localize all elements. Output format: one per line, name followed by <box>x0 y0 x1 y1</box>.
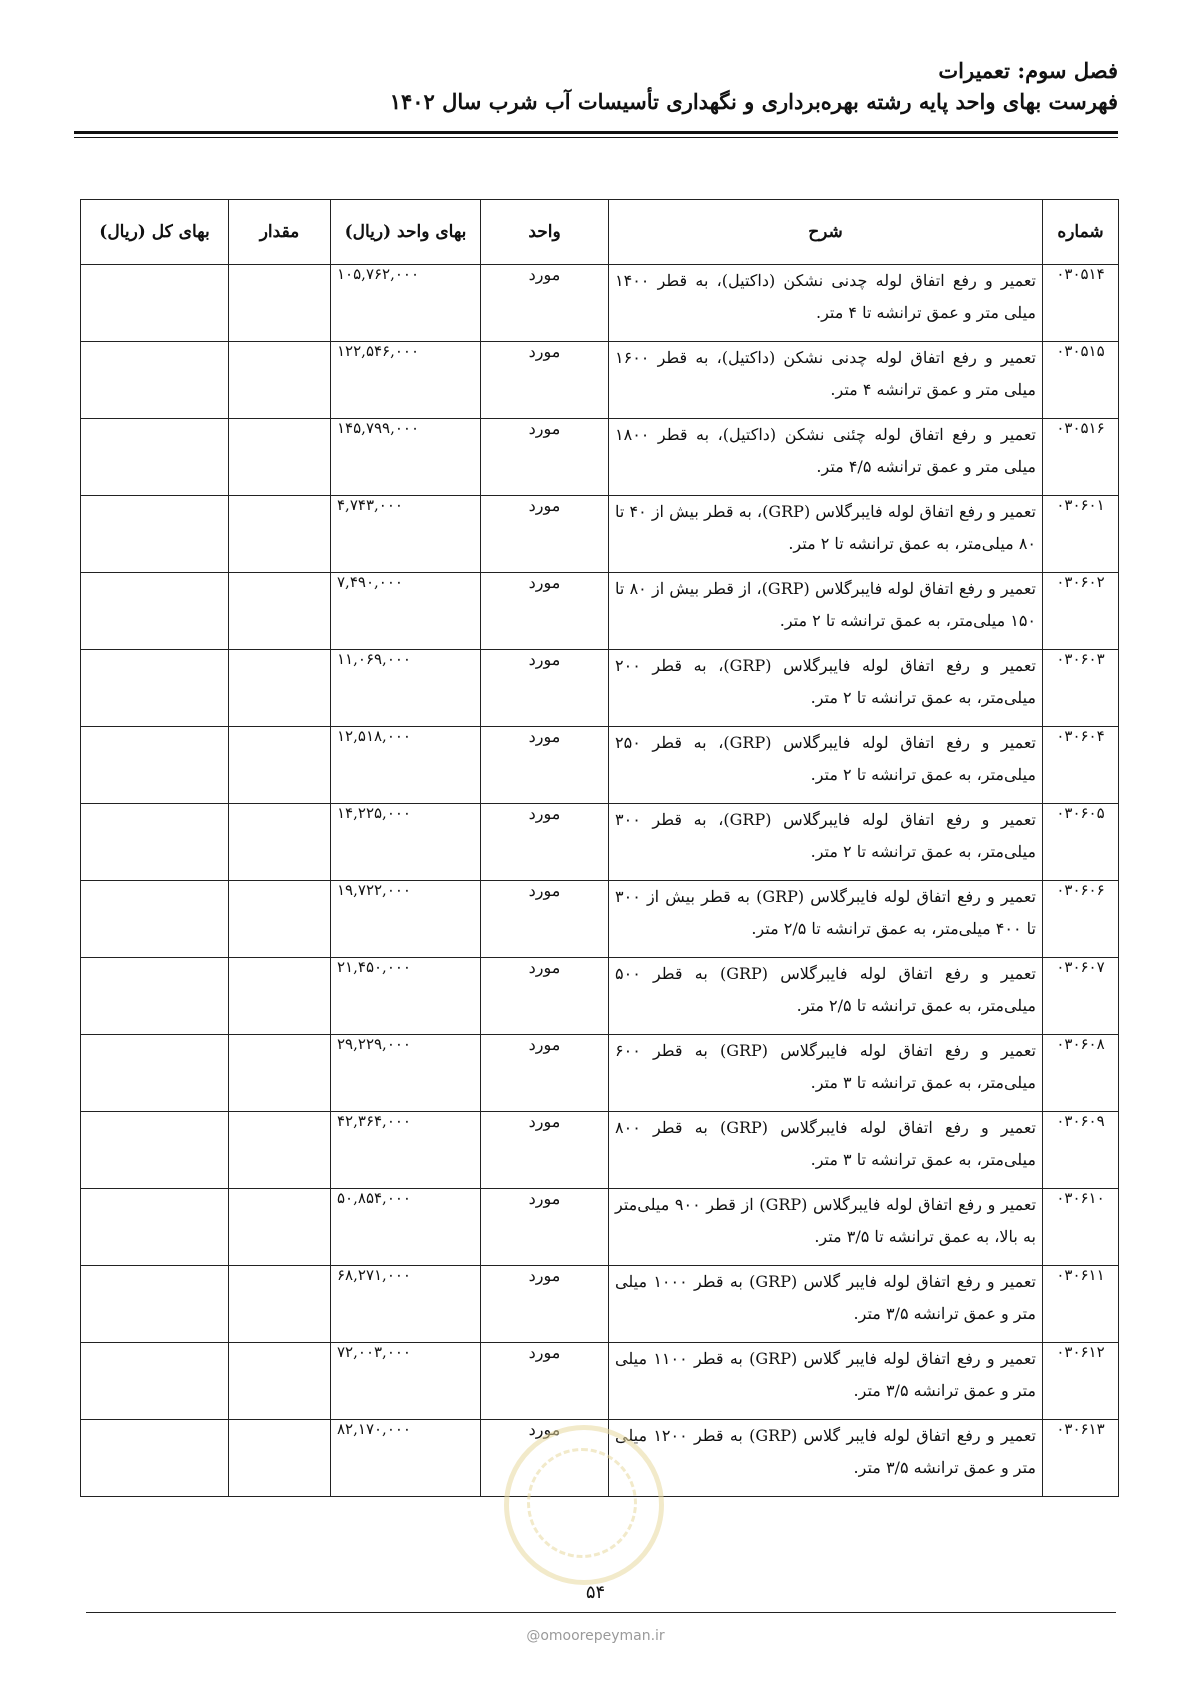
item-number: ۰۳۰۶۰۳ <box>1043 650 1119 727</box>
table-row <box>81 1343 1119 1420</box>
item-unit: مورد <box>481 804 609 881</box>
item-unit-price: ۲۱,۴۵۰,۰۰۰ <box>331 958 481 1035</box>
item-total-price-cell[interactable] <box>81 419 229 496</box>
watermark-seal-logo <box>504 1425 664 1585</box>
table-row <box>81 496 1119 573</box>
item-total-price-cell[interactable] <box>81 881 229 958</box>
item-unit-price: ۴,۷۴۳,۰۰۰ <box>331 496 481 573</box>
item-description: تعمیر و رفع اتفاق لوله فایبرگلاس (GRP) به قطر ۸۰۰ میلی‌متر، به عمق ترانشه تا ۳ متر. <box>609 1112 1043 1189</box>
item-quantity-cell[interactable] <box>229 1266 331 1343</box>
item-unit: مورد <box>481 1343 609 1420</box>
item-unit: مورد <box>481 881 609 958</box>
table-row <box>81 1112 1119 1189</box>
header-quantity: مقدار <box>229 200 331 265</box>
table-row <box>81 958 1119 1035</box>
item-total-price-cell[interactable] <box>81 573 229 650</box>
item-total-price-cell[interactable] <box>81 342 229 419</box>
item-total-price-cell[interactable] <box>81 1343 229 1420</box>
item-unit: مورد <box>481 650 609 727</box>
item-quantity-cell[interactable] <box>229 881 331 958</box>
page-header <box>74 58 1118 114</box>
item-description: تعمیر و رفع اتفاق لوله فایبرگلاس (GRP)، به قطر بیش از ۴۰ تا ۸۰ میلی‌متر، به عمق ترانشه تا ۲ متر. <box>609 496 1043 573</box>
item-unit: مورد <box>481 1266 609 1343</box>
table-row <box>81 650 1119 727</box>
item-unit: مورد <box>481 342 609 419</box>
header-rule-thick <box>74 131 1118 134</box>
table-body <box>81 265 1119 1497</box>
footer-rule <box>86 1612 1116 1613</box>
item-unit-price: ۱۴۵,۷۹۹,۰۰۰ <box>331 419 481 496</box>
table-row <box>81 1189 1119 1266</box>
item-unit-price: ۱۲,۵۱۸,۰۰۰ <box>331 727 481 804</box>
table-row <box>81 804 1119 881</box>
item-quantity-cell[interactable] <box>229 804 331 881</box>
item-unit: مورد <box>481 419 609 496</box>
page-number: ۵۴ <box>585 1582 606 1603</box>
item-description: تعمیر و رفع اتفاق لوله فایبرگلاس (GRP)، به قطر ۲۰۰ میلی‌متر، به عمق ترانشه تا ۲ متر. <box>609 650 1043 727</box>
table-row <box>81 1035 1119 1112</box>
item-unit: مورد <box>481 265 609 342</box>
item-quantity-cell[interactable] <box>229 342 331 419</box>
item-number: ۰۳۰۶۰۶ <box>1043 881 1119 958</box>
item-description: تعمیر و رفع اتفاق لوله فایبر گلاس (GRP) به قطر ۱۱۰۰ میلی متر و عمق ترانشه ۳/۵ متر. <box>609 1343 1043 1420</box>
item-unit: مورد <box>481 1189 609 1266</box>
item-description: تعمیر و رفع اتفاق لوله فایبرگلاس (GRP) به قطر بیش از ۳۰۰ تا ۴۰۰ میلی‌متر، به عمق ترانشه تا ۲/۵ متر. <box>609 881 1043 958</box>
item-total-price-cell[interactable] <box>81 727 229 804</box>
document-title: فهرست بهای واحد پایه رشته بهره‌برداری و نگهداری تأسیسات آب شرب سال ۱۴۰۲ <box>389 89 1118 114</box>
table-row <box>81 1266 1119 1343</box>
item-number: ۰۳۰۶۰۷ <box>1043 958 1119 1035</box>
item-unit: مورد <box>481 573 609 650</box>
header-total-price: بهای کل (ریال) <box>81 200 229 265</box>
item-number: ۰۳۰۶۰۹ <box>1043 1112 1119 1189</box>
item-number: ۰۳۰۶۱۰ <box>1043 1189 1119 1266</box>
header-unit: واحد <box>481 200 609 265</box>
table-row <box>81 419 1119 496</box>
item-unit: مورد <box>481 1112 609 1189</box>
item-unit: مورد <box>481 958 609 1035</box>
header-rule-thin <box>74 137 1118 138</box>
item-description: تعمیر و رفع اتفاق لوله چئنی نشکن (داکتیل)، به قطر ۱۸۰۰ میلی متر و عمق ترانشه ۴/۵ متر. <box>609 419 1043 496</box>
item-description: تعمیر و رفع اتفاق لوله فایبر گلاس (GRP) به قطر ۱۰۰۰ میلی متر و عمق ترانشه ۳/۵ متر. <box>609 1266 1043 1343</box>
chapter-title: فصل سوم: تعمیرات <box>938 58 1118 83</box>
item-total-price-cell[interactable] <box>81 650 229 727</box>
item-unit-price: ۲۹,۲۲۹,۰۰۰ <box>331 1035 481 1112</box>
item-total-price-cell[interactable] <box>81 1420 229 1497</box>
site-watermark: @omoorepeyman.ir <box>526 1628 665 1644</box>
table-row <box>81 265 1119 342</box>
header-unit-price: بهای واحد (ریال) <box>331 200 481 265</box>
item-number: ۰۳۰۶۱۱ <box>1043 1266 1119 1343</box>
item-quantity-cell[interactable] <box>229 727 331 804</box>
item-unit-price: ۱۰۵,۷۶۲,۰۰۰ <box>331 265 481 342</box>
item-description: تعمیر و رفع اتفاق لوله فایبرگلاس (GRP)، از قطر بیش از ۸۰ تا ۱۵۰ میلی‌متر، به عمق ترانشه تا ۲ متر. <box>609 573 1043 650</box>
item-total-price-cell[interactable] <box>81 1112 229 1189</box>
item-unit: مورد <box>481 496 609 573</box>
item-number: ۰۳۰۶۰۱ <box>1043 496 1119 573</box>
item-quantity-cell[interactable] <box>229 1035 331 1112</box>
item-total-price-cell[interactable] <box>81 958 229 1035</box>
item-unit: مورد <box>481 727 609 804</box>
item-unit-price: ۱۹,۷۲۲,۰۰۰ <box>331 881 481 958</box>
table-row <box>81 727 1119 804</box>
item-quantity-cell[interactable] <box>229 496 331 573</box>
item-description: تعمیر و رفع اتفاق لوله فایبرگلاس (GRP) به قطر ۶۰۰ میلی‌متر، به عمق ترانشه تا ۳ متر. <box>609 1035 1043 1112</box>
item-unit-price: ۷۲,۰۰۳,۰۰۰ <box>331 1343 481 1420</box>
table-row <box>81 573 1119 650</box>
item-unit: مورد <box>481 1420 609 1497</box>
price-list-table <box>80 199 1119 1497</box>
item-quantity-cell[interactable] <box>229 1189 331 1266</box>
item-quantity-cell[interactable] <box>229 650 331 727</box>
item-quantity-cell[interactable] <box>229 1420 331 1497</box>
item-description: تعمیر و رفع اتفاق لوله فایبرگلاس (GRP) به قطر ۵۰۰ میلی‌متر، به عمق ترانشه تا ۲/۵ متر. <box>609 958 1043 1035</box>
item-number: ۰۳۰۶۰۲ <box>1043 573 1119 650</box>
item-number: ۰۳۰۶۰۸ <box>1043 1035 1119 1112</box>
item-number: ۰۳۰۶۰۵ <box>1043 804 1119 881</box>
item-quantity-cell[interactable] <box>229 958 331 1035</box>
table-row <box>81 342 1119 419</box>
item-unit-price: ۴۲,۳۶۴,۰۰۰ <box>331 1112 481 1189</box>
item-total-price-cell[interactable] <box>81 1189 229 1266</box>
header-number: شماره <box>1043 200 1119 265</box>
item-number: ۰۳۰۵۱۴ <box>1043 265 1119 342</box>
item-total-price-cell[interactable] <box>81 265 229 342</box>
item-unit-price: ۶۸,۲۷۱,۰۰۰ <box>331 1266 481 1343</box>
item-description: تعمیر و رفع اتفاق لوله فایبرگلاس (GRP)، به قطر ۳۰۰ میلی‌متر، به عمق ترانشه تا ۲ متر. <box>609 804 1043 881</box>
item-number: ۰۳۰۶۱۲ <box>1043 1343 1119 1420</box>
item-number: ۰۳۰۵۱۶ <box>1043 419 1119 496</box>
item-description: تعمیر و رفع اتفاق لوله فایبرگلاس (GRP) از قطر ۹۰۰ میلی‌متر به بالا، به عمق ترانشه تا ۳/۵ متر. <box>609 1189 1043 1266</box>
item-total-price-cell[interactable] <box>81 1266 229 1343</box>
item-quantity-cell[interactable] <box>229 265 331 342</box>
item-unit-price: ۸۲,۱۷۰,۰۰۰ <box>331 1420 481 1497</box>
table-header-row <box>81 200 1119 265</box>
item-quantity-cell[interactable] <box>229 419 331 496</box>
item-number: ۰۳۰۶۱۳ <box>1043 1420 1119 1497</box>
item-quantity-cell[interactable] <box>229 573 331 650</box>
table-row <box>81 881 1119 958</box>
item-quantity-cell[interactable] <box>229 1112 331 1189</box>
item-unit-price: ۷,۴۹۰,۰۰۰ <box>331 573 481 650</box>
item-description: تعمیر و رفع اتفاق لوله فایبر گلاس (GRP) به قطر ۱۲۰۰ میلی متر و عمق ترانشه ۳/۵ متر. <box>609 1420 1043 1497</box>
item-unit-price: ۱۲۲,۵۴۶,۰۰۰ <box>331 342 481 419</box>
item-number: ۰۳۰۵۱۵ <box>1043 342 1119 419</box>
item-description: تعمیر و رفع اتفاق لوله چدنی نشکن (داکتیل)، به قطر ۱۴۰۰ میلی متر و عمق ترانشه تا ۴ متر. <box>609 265 1043 342</box>
item-unit-price: ۱۴,۲۲۵,۰۰۰ <box>331 804 481 881</box>
item-quantity-cell[interactable] <box>229 1343 331 1420</box>
item-total-price-cell[interactable] <box>81 496 229 573</box>
item-total-price-cell[interactable] <box>81 804 229 881</box>
item-unit-price: ۵۰,۸۵۴,۰۰۰ <box>331 1189 481 1266</box>
item-total-price-cell[interactable] <box>81 1035 229 1112</box>
item-description: تعمیر و رفع اتفاق لوله فایبرگلاس (GRP)، به قطر ۲۵۰ میلی‌متر، به عمق ترانشه تا ۲ متر. <box>609 727 1043 804</box>
item-number: ۰۳۰۶۰۴ <box>1043 727 1119 804</box>
item-description: تعمیر و رفع اتفاق لوله چدنی نشکن (داکتیل)، به قطر ۱۶۰۰ میلی متر و عمق ترانشه ۴ متر. <box>609 342 1043 419</box>
item-unit: مورد <box>481 1035 609 1112</box>
header-description: شرح <box>609 200 1043 265</box>
item-unit-price: ۱۱,۰۶۹,۰۰۰ <box>331 650 481 727</box>
